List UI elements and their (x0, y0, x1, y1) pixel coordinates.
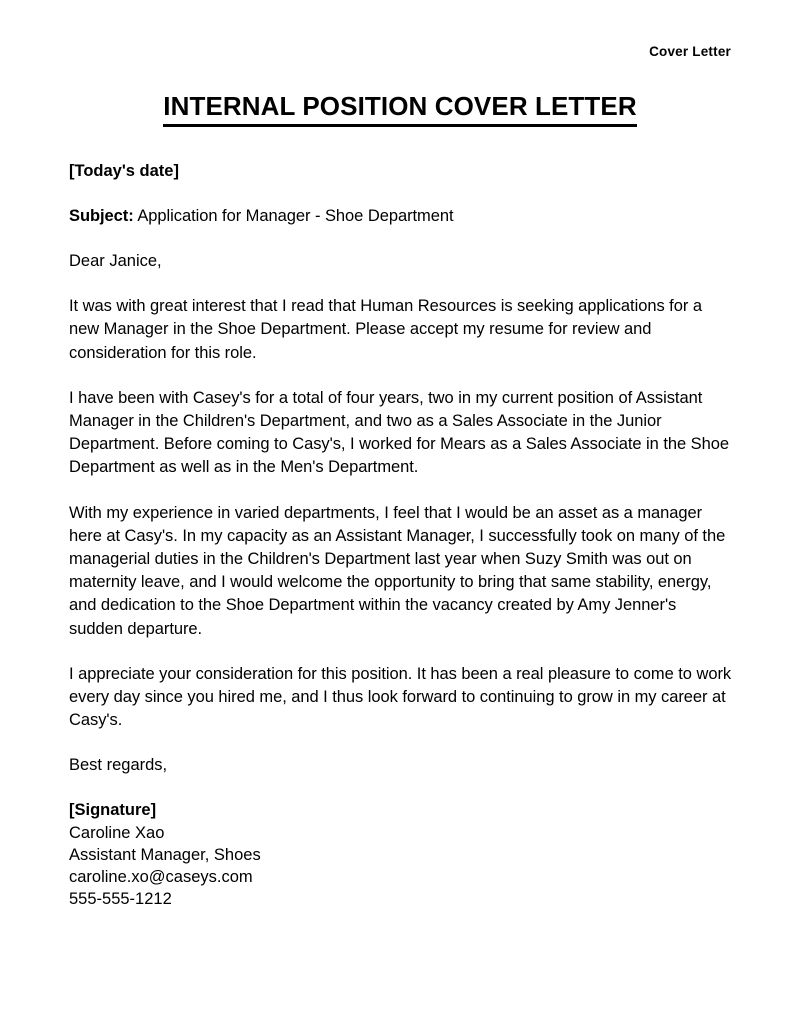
signature-placeholder: [Signature] (69, 801, 157, 820)
document-header-label: Cover Letter (649, 44, 731, 59)
page-title-text: INTERNAL POSITION COVER LETTER (163, 92, 636, 127)
signature-phone: 555-555-1212 (69, 890, 172, 909)
subject-value: Application for Manager - Shoe Department (133, 207, 454, 225)
signature-block (69, 799, 732, 910)
body-paragraph-1: It was with great interest that I read that Human Resources is seeking applications for a new Manager in the Shoe Department. Please accept my resume for review and consideration for this role. (69, 297, 702, 362)
letter-body (69, 160, 732, 910)
closing-line: Best regards, (69, 756, 168, 775)
page-title (69, 92, 731, 127)
body-paragraph-4: I appreciate your consideration for this position. It has been a real pleasure to come to work every day since you hired me, and I thus look forward to continuing to grow in my career at Casy's. (69, 664, 732, 730)
salutation: Dear Janice, (69, 252, 162, 271)
date-placeholder: [Today's date] (69, 162, 179, 180)
signature-job-title: Assistant Manager, Shoes (69, 845, 261, 864)
body-paragraph-3: With my experience in varied departments, I feel that I would be an asset as a manager here at Casy's. In my capacity as an Assistant Manager, I successfully took on many of the managerial duties in the Children's Department last year when Suzy Smith was out on maternity leave, and I would welcome the opportunity to bring that same stability, energy, and dedication to the Shoe Department within the vacancy created by Amy Jenner's sudden departure. (69, 503, 726, 638)
subject-line (69, 205, 732, 228)
body-paragraph-2: I have been with Casey's for a total of four years, two in my current position of Assistant Manager in the Children's Department, and two as a Sales Associate in the Junior Department. Before coming to Casy's, I worked for Mears as a Sales Associate in the Shoe Department as well as in the Men's Department. (69, 388, 729, 477)
subject-label: Subject: (69, 207, 134, 225)
signature-email: caroline.xo@caseys.com (69, 868, 253, 887)
signature-name: Caroline Xao (69, 823, 165, 842)
